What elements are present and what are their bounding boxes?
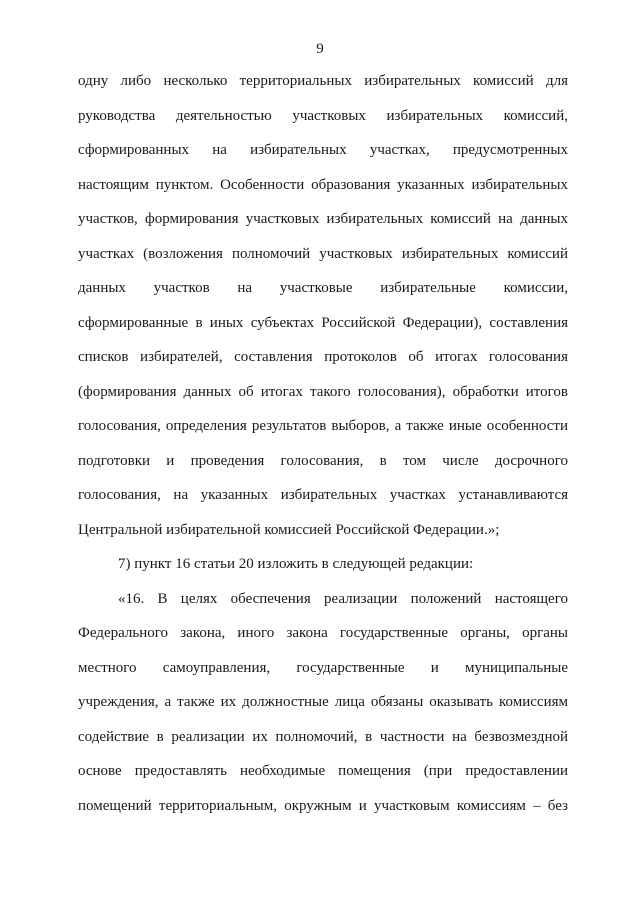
text-line: Центральной избирательной комиссией Российской Федерации.»; — [78, 521, 500, 538]
body-text — [78, 71, 568, 830]
text-line: основе предоставлять необходимые помещения (при предоставлении — [78, 763, 568, 779]
page-number: 9 — [316, 41, 324, 57]
text-line: 7) пункт 16 статьи 20 изложить в следующей редакции: — [118, 556, 474, 572]
text-line: «16. В целях обеспечения реализации положений настоящего — [118, 590, 568, 607]
text-line: местного самоуправления, государственные и муниципальные — [78, 659, 568, 676]
text-line: руководства деятельностью участковых избирательных комиссий, — [78, 107, 568, 124]
text-line: настоящим пунктом. Особенности образования указанных избирательных — [78, 176, 568, 193]
text-line: участков, формирования участковых избирательных комиссий на данных — [78, 211, 568, 227]
text-line: сформированных на избирательных участках, предусмотренных — [78, 142, 568, 158]
text-line: голосования, определения результатов выборов, а также иные особенности — [78, 418, 568, 434]
text-line: данных участков на участковые избирательные комиссии, — [78, 280, 568, 296]
text-line: одну либо несколько территориальных избирательных комиссий для — [78, 73, 568, 89]
text-line: списков избирателей, составления протоколов об итогах голосования — [78, 349, 568, 365]
text-line: сформированные в иных субъектах Российской Федерации), составления — [78, 314, 568, 331]
text-line: (формирования данных об итогах такого голосования), обработки итогов — [78, 383, 568, 400]
text-line: помещений территориальным, окружным и участковым комиссиям – без — [78, 797, 568, 814]
text-line: содействие в реализации их полномочий, в частности на безвозмездной — [78, 728, 568, 745]
text-line: подготовки и проведения голосования, в том числе досрочного — [78, 452, 568, 469]
text-line: Федерального закона, иного закона государственные органы, органы — [78, 625, 568, 641]
text-line: голосования, на указанных избирательных участках устанавливаются — [78, 487, 568, 503]
text-line: учреждения, а также их должностные лица обязаны оказывать комиссиям — [78, 694, 568, 710]
text-line: участках (возложения полномочий участковых избирательных комиссий — [78, 245, 568, 262]
